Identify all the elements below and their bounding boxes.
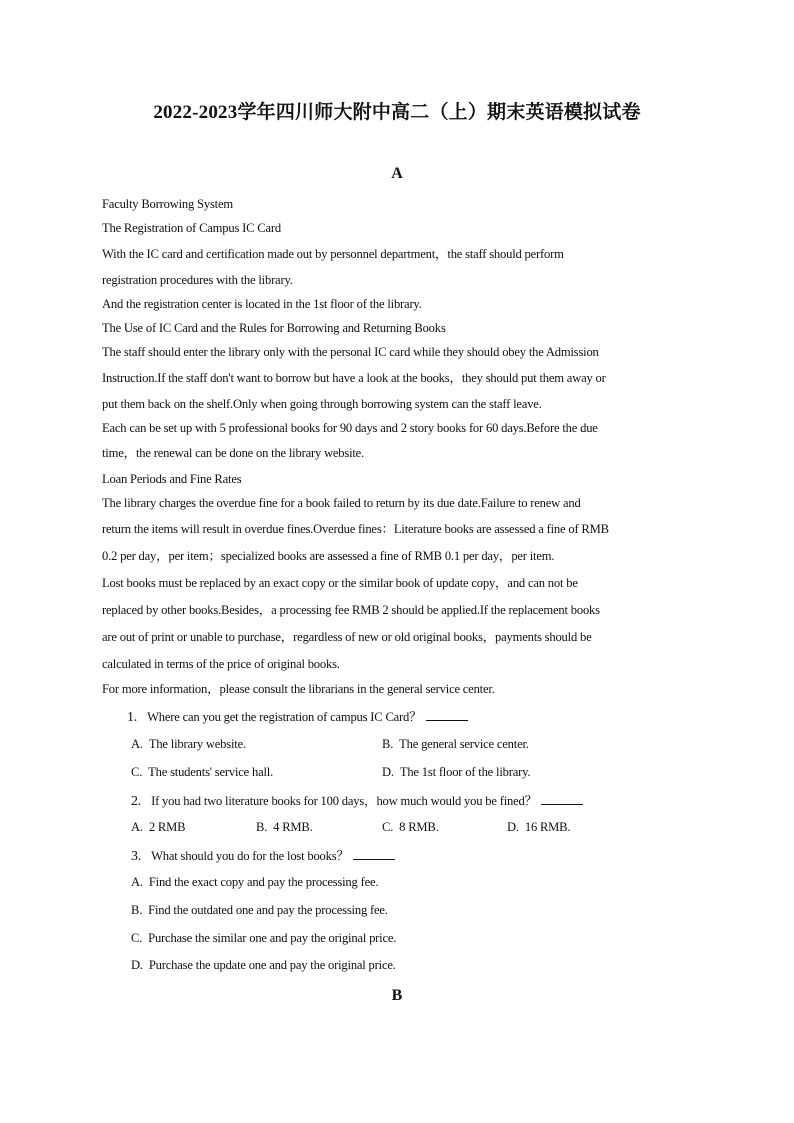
answer-blank[interactable] xyxy=(541,792,583,805)
passage-line: With the IC card and certification made out by personnel department，the staff should perform xyxy=(102,247,564,261)
passage-line: time，the renewal can be done on the library website. xyxy=(102,446,365,460)
option-2c[interactable]: C. 8 RMB. xyxy=(382,820,439,834)
passage-line: calculated in terms of the price of original books. xyxy=(102,657,340,671)
question-text: Where can you get the registration of campus IC Card？ xyxy=(147,710,422,724)
question-text: What should you do for the lost books？ xyxy=(151,849,349,863)
passage-line: Each can be set up with 5 professional books for 90 days and 2 story books for 60 days.Before the due xyxy=(102,421,598,435)
page-title: 2022-2023学年四川师大附中高二（上）期末英语模拟试卷 xyxy=(153,102,641,123)
option-3a[interactable]: A. Find the exact copy and pay the processing fee. xyxy=(131,875,379,889)
question-2 xyxy=(131,792,583,810)
answer-blank[interactable] xyxy=(353,847,395,860)
option-3c[interactable]: C. Purchase the similar one and pay the original price. xyxy=(131,931,397,945)
passage-line: replaced by other books.Besides，a processing fee RMB 2 should be applied.If the replacement books xyxy=(102,603,600,617)
passage-line: The library charges the overdue fine for a book failed to return by its due date.Failure to renew and xyxy=(102,496,581,510)
option-1c[interactable]: C. The students' service hall. xyxy=(131,765,274,779)
passage-line: And the registration center is located in the 1st floor of the library. xyxy=(102,297,422,311)
question-number: 1. xyxy=(127,710,138,725)
option-2b[interactable]: B. 4 RMB. xyxy=(256,820,313,834)
passage-line: return the items will result in overdue fines.Overdue fines：Literature books are assessed a fine of RMB xyxy=(102,522,609,536)
option-2d[interactable]: D. 16 RMB. xyxy=(507,820,571,834)
passage-line: Instruction.If the staff don't want to borrow but have a look at the books，they should put them away or xyxy=(102,371,606,385)
option-1d[interactable]: D. The 1st floor of the library. xyxy=(382,765,531,779)
option-1b[interactable]: B. The general service center. xyxy=(382,737,529,751)
passage-line: The staff should enter the library only with the personal IC card while they should obey the Admission xyxy=(102,345,599,359)
section-heading-a: A xyxy=(391,165,403,182)
option-2a[interactable]: A. 2 RMB xyxy=(131,820,186,834)
passage-line: 0.2 per day，per item；specialized books are assessed a fine of RMB 0.1 per day，per item. xyxy=(102,549,555,563)
passage-subheading: Loan Periods and Fine Rates xyxy=(102,472,242,486)
question-number: 2. xyxy=(131,794,142,809)
question-text: If you had two literature books for 100 days，how much would you be fined？ xyxy=(151,794,537,808)
option-3d[interactable]: D. Purchase the update one and pay the original price. xyxy=(131,958,396,972)
question-1 xyxy=(127,708,468,726)
passage-line: registration procedures with the library. xyxy=(102,273,293,287)
passage-line: are out of print or unable to purchase，regardless of new or old original books，payments should be xyxy=(102,630,592,644)
passage-line: For more information，please consult the librarians in the general service center. xyxy=(102,682,495,696)
passage-heading: Faculty Borrowing System xyxy=(102,197,233,211)
question-3 xyxy=(131,847,395,865)
section-heading-b: B xyxy=(391,987,403,1004)
passage-subheading: The Registration of Campus IC Card xyxy=(102,221,281,235)
passage-line: Lost books must be replaced by an exact copy or the similar book of update copy，and can not be xyxy=(102,576,578,590)
answer-blank[interactable] xyxy=(426,708,468,721)
question-number: 3. xyxy=(131,849,142,864)
passage-line: put them back on the shelf.Only when going through borrowing system can the staff leave. xyxy=(102,397,542,411)
passage-subheading: The Use of IC Card and the Rules for Borrowing and Returning Books xyxy=(102,321,446,335)
option-3b[interactable]: B. Find the outdated one and pay the processing fee. xyxy=(131,903,388,917)
option-1a[interactable]: A. The library website. xyxy=(131,737,246,751)
